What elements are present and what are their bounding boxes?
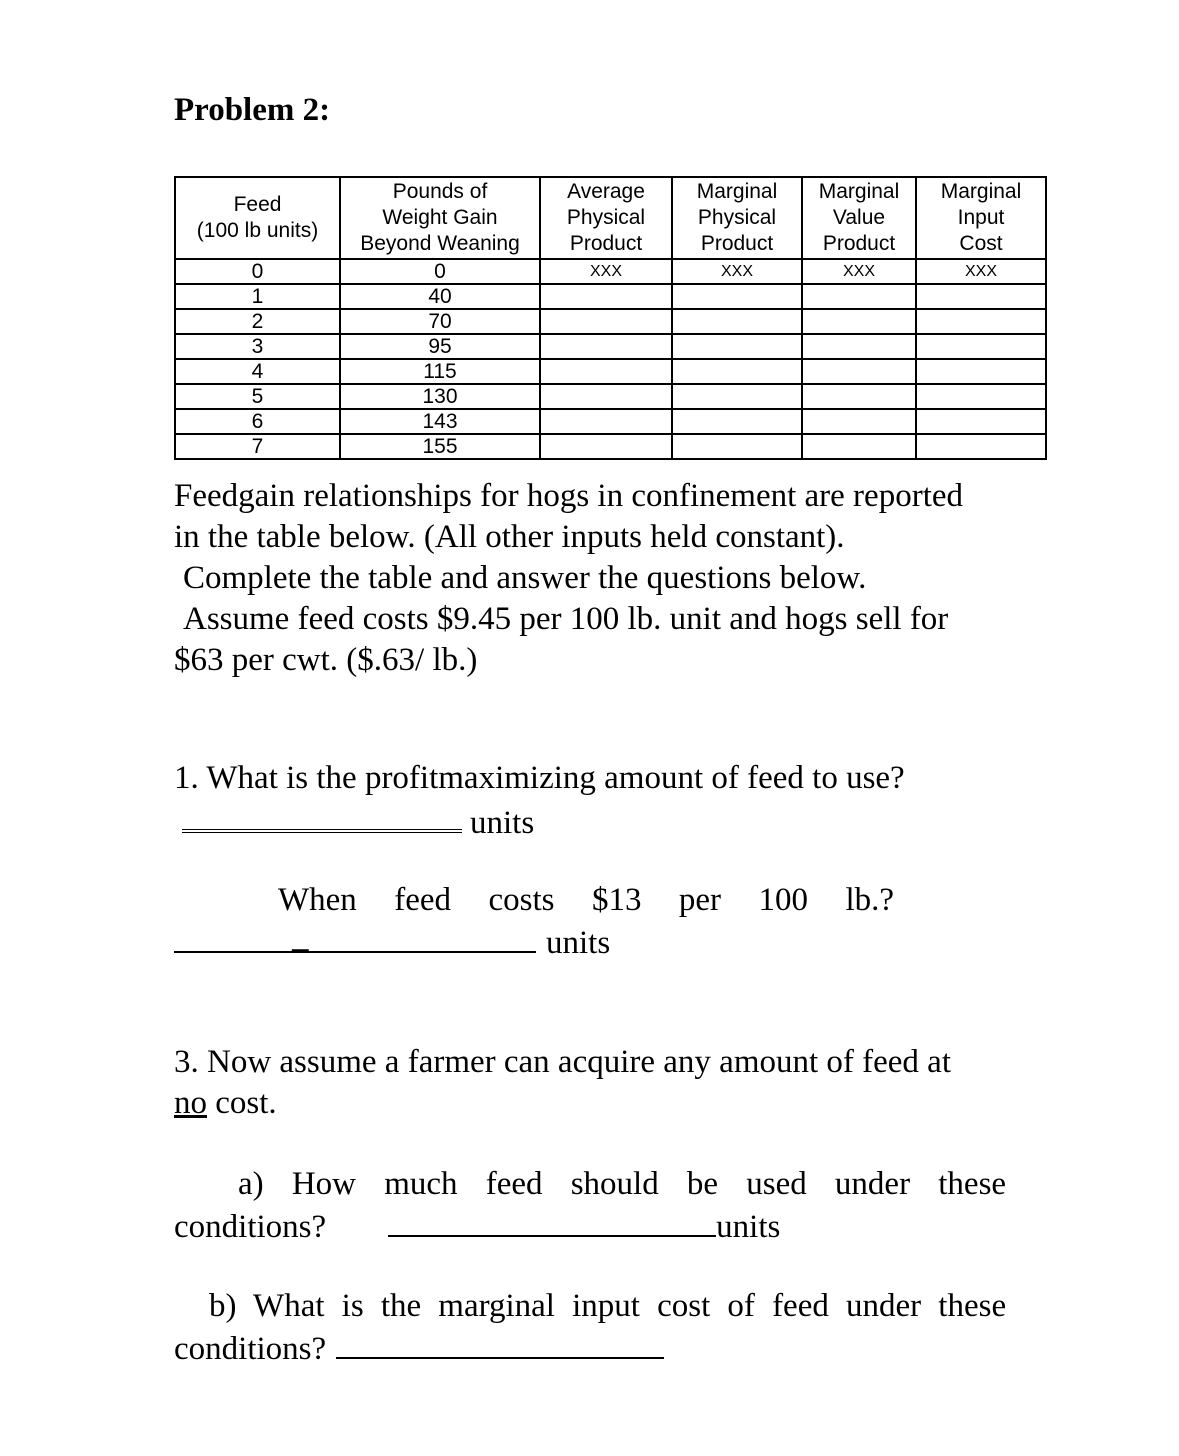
question-3b-text: b) What is the marginal input cost of feed under these <box>209 1288 1007 1324</box>
table-cell: XXX <box>916 259 1046 284</box>
table-cell-empty <box>802 309 916 334</box>
answer-blank-3a[interactable] <box>388 1205 716 1237</box>
problem-title: Problem 2: <box>174 92 331 128</box>
question-3-text: 3. Now assume a farmer can acquire any amount of feed at <box>174 1044 951 1080</box>
intro-line: Feedgain relationships for hogs in confinement are reported <box>174 478 964 514</box>
feed-gain-table <box>174 176 1047 460</box>
table-cell: XXX <box>540 259 672 284</box>
table-cell-empty <box>672 284 802 309</box>
table-cell: 7 <box>175 434 340 459</box>
header-marginal-input-cost: Marginal Input Cost <box>916 177 1046 259</box>
table-row <box>175 434 1046 459</box>
units-label: units <box>716 1209 781 1245</box>
table-row <box>175 334 1046 359</box>
table-row <box>175 384 1046 409</box>
table-row <box>175 409 1046 434</box>
table-row <box>175 259 1046 284</box>
intro-line: Assume feed costs $9.45 per 100 lb. unit and hogs sell for <box>183 601 949 637</box>
header-average-physical-product: Average Physical Product <box>540 177 672 259</box>
table-cell: XXX <box>802 259 916 284</box>
table-cell: 1 <box>175 284 340 309</box>
question-1 <box>174 758 905 844</box>
table-header-row <box>175 177 1046 259</box>
table-cell: 40 <box>340 284 540 309</box>
header-feed: Feed (100 lb units) <box>175 177 340 259</box>
table-cell: 4 <box>175 359 340 384</box>
intro-line: $63 per cwt. ($.63/ lb.) <box>174 642 478 678</box>
table-cell: XXX <box>672 259 802 284</box>
table-cell-empty <box>916 359 1046 384</box>
question-3a-text: a) How much feed should be used under these <box>238 1166 1007 1202</box>
question-1-text: 1. What is the profitmaximizing amount of feed to use? <box>174 760 905 796</box>
table-cell: 115 <box>340 359 540 384</box>
intro-paragraph <box>174 476 963 681</box>
question-3: 3. Now assume a farmer can acquire any amount of feed at no cost. <box>174 1044 951 1121</box>
table-row <box>175 284 1046 309</box>
intro-line: in the table below. (All other inputs held constant). <box>174 519 845 555</box>
table-cell: 70 <box>340 309 540 334</box>
table-cell: 0 <box>175 259 340 284</box>
table-cell-empty <box>540 309 672 334</box>
units-label: units <box>470 805 535 841</box>
table-cell-empty <box>802 409 916 434</box>
answer-blank-3b[interactable] <box>336 1327 664 1359</box>
table-cell-empty <box>916 334 1046 359</box>
table-cell: 155 <box>340 434 540 459</box>
question-2-text: When feed costs $13 per 100 lb.? <box>278 882 895 918</box>
table-cell-empty <box>916 434 1046 459</box>
blank-mark: _ <box>292 919 309 955</box>
units-label: units <box>546 925 611 961</box>
question-3b: b) What is the marginal input cost of feed under these conditions? <box>174 1288 1007 1367</box>
table-cell-empty <box>540 384 672 409</box>
header-weight-gain: Pounds of Weight Gain Beyond Weaning <box>340 177 540 259</box>
table-cell: 5 <box>175 384 340 409</box>
table-cell-empty <box>540 359 672 384</box>
table-cell-empty <box>802 359 916 384</box>
question-2 <box>174 880 894 964</box>
table-cell: 130 <box>340 384 540 409</box>
table-cell-empty <box>916 284 1046 309</box>
header-marginal-physical-product: Marginal Physical Product <box>672 177 802 259</box>
table-cell-empty <box>672 434 802 459</box>
answer-blank-1[interactable] <box>182 799 462 833</box>
emphasis-no: no <box>174 1085 207 1121</box>
table-cell-empty <box>672 334 802 359</box>
table-cell-empty <box>802 334 916 359</box>
table-cell: 143 <box>340 409 540 434</box>
table-cell-empty <box>802 384 916 409</box>
table-cell: 0 <box>340 259 540 284</box>
table-cell-empty <box>916 409 1046 434</box>
table-cell: 3 <box>175 334 340 359</box>
table-cell-empty <box>672 309 802 334</box>
table-cell-empty <box>540 284 672 309</box>
table-row <box>175 309 1046 334</box>
header-marginal-value-product: Marginal Value Product <box>802 177 916 259</box>
table-cell: 2 <box>175 309 340 334</box>
table-cell: 6 <box>175 409 340 434</box>
table-cell-empty <box>540 434 672 459</box>
table-row <box>175 359 1046 384</box>
table-cell-empty <box>672 409 802 434</box>
table-cell: 95 <box>340 334 540 359</box>
table-cell-empty <box>540 409 672 434</box>
answer-blank-2[interactable] <box>174 921 536 953</box>
table-cell-empty <box>916 309 1046 334</box>
table-cell-empty <box>802 434 916 459</box>
table-cell-empty <box>540 334 672 359</box>
intro-line: Complete the table and answer the questions below. <box>183 560 867 596</box>
question-3a: a) How much feed should be used under these conditions? units <box>174 1166 1007 1245</box>
table-cell-empty <box>672 359 802 384</box>
table-cell-empty <box>916 384 1046 409</box>
table-cell-empty <box>802 284 916 309</box>
table-cell-empty <box>672 384 802 409</box>
